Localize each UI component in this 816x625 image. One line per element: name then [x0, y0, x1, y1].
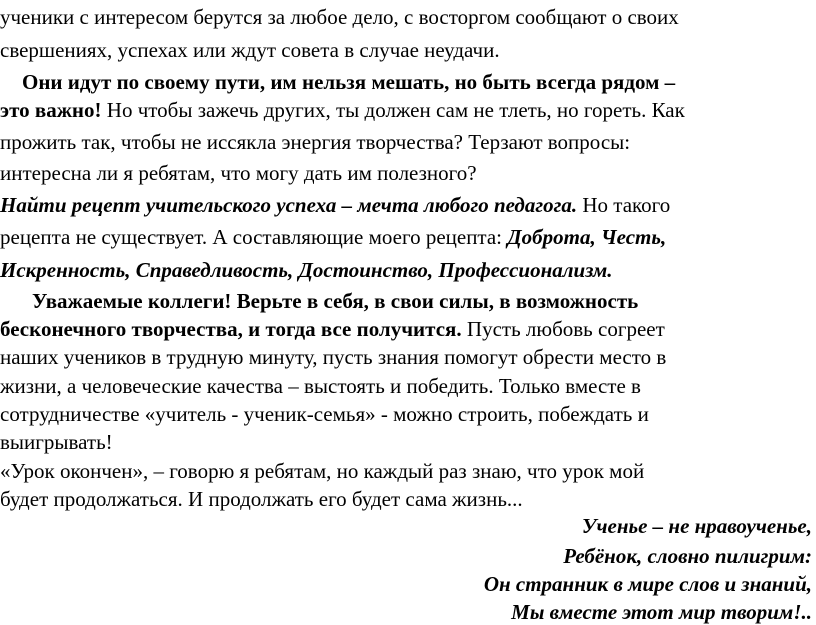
paragraph-5-line-2: будет продолжаться. И продолжать его будет сама жизнь...	[0, 487, 523, 511]
recipe-heading: Найти рецепт учительского успеха – мечта любого педагога.	[0, 193, 578, 217]
paragraph-1-line-2: свершениях, успехах или ждут совета в случае неудачи.	[0, 38, 500, 62]
paragraph-2-line-2-text: Но чтобы зажечь других, ты должен сам не тлеть, но гореть. Как	[101, 98, 685, 122]
poem-line-2: Ребёнок, словно пилигрим:	[563, 544, 812, 568]
paragraph-2-line-4: интересна ли я ребятам, что могу дать им полезного?	[0, 161, 477, 185]
paragraph-4-line-2	[0, 316, 665, 342]
paragraph-4-line-1: Уважаемые коллеги! Верьте в себя, в свои силы, в возможность	[32, 289, 639, 313]
emphasis-important: это важно!	[0, 98, 102, 122]
paragraph-3-line-2	[0, 224, 666, 250]
paragraph-4-line-3: наших учеников в трудную минуту, пусть знания помогут обрести место в	[0, 345, 667, 369]
paragraph-3-line-1-text: Но такого	[577, 193, 671, 217]
paragraph-4-line-2-bold: бесконечного творчества, и тогда все получится.	[0, 317, 462, 341]
recipe-ingredients-2: Искренность, Справедливость, Достоинство, Профессионализм.	[0, 258, 613, 282]
paragraph-4-line-2-text: Пусть любовь согреет	[461, 317, 665, 341]
paragraph-4-line-4: жизни, а человеческие качества – выстоять и победить. Только вместе в	[0, 374, 641, 398]
paragraph-4-line-5: сотрудничестве «учитель - ученик-семья» - можно строить, побеждать и	[0, 402, 649, 426]
paragraph-2-line-2	[0, 97, 685, 123]
poem-line-1: Ученье – не нравоученье,	[581, 514, 812, 538]
paragraph-1-line-1: ученики с интересом берутся за любое дело, с восторгом сообщают о своих	[0, 5, 679, 29]
paragraph-3-line-2-text: рецепта не существует. А составляющие моего рецепта:	[0, 225, 508, 249]
poem-line-4: Мы вместе этот мир творим!..	[511, 600, 812, 624]
paragraph-2-line-3: прожить так, чтобы не иссякла энергия творчества? Терзают вопросы:	[0, 130, 631, 154]
paragraph-3-line-1	[0, 192, 670, 218]
paragraph-5-line-1: «Урок окончен», – говорю я ребятам, но каждый раз знаю, что урок мой	[0, 459, 645, 483]
paragraph-2-line-1: Они идут по своему пути, им нельзя мешать, но быть всегда рядом –	[22, 70, 676, 94]
poem-line-3: Он странник в мире слов и знаний,	[483, 572, 812, 596]
recipe-ingredients-1: Доброта, Честь,	[507, 225, 667, 249]
paragraph-4-line-6: выигрывать!	[0, 430, 113, 454]
